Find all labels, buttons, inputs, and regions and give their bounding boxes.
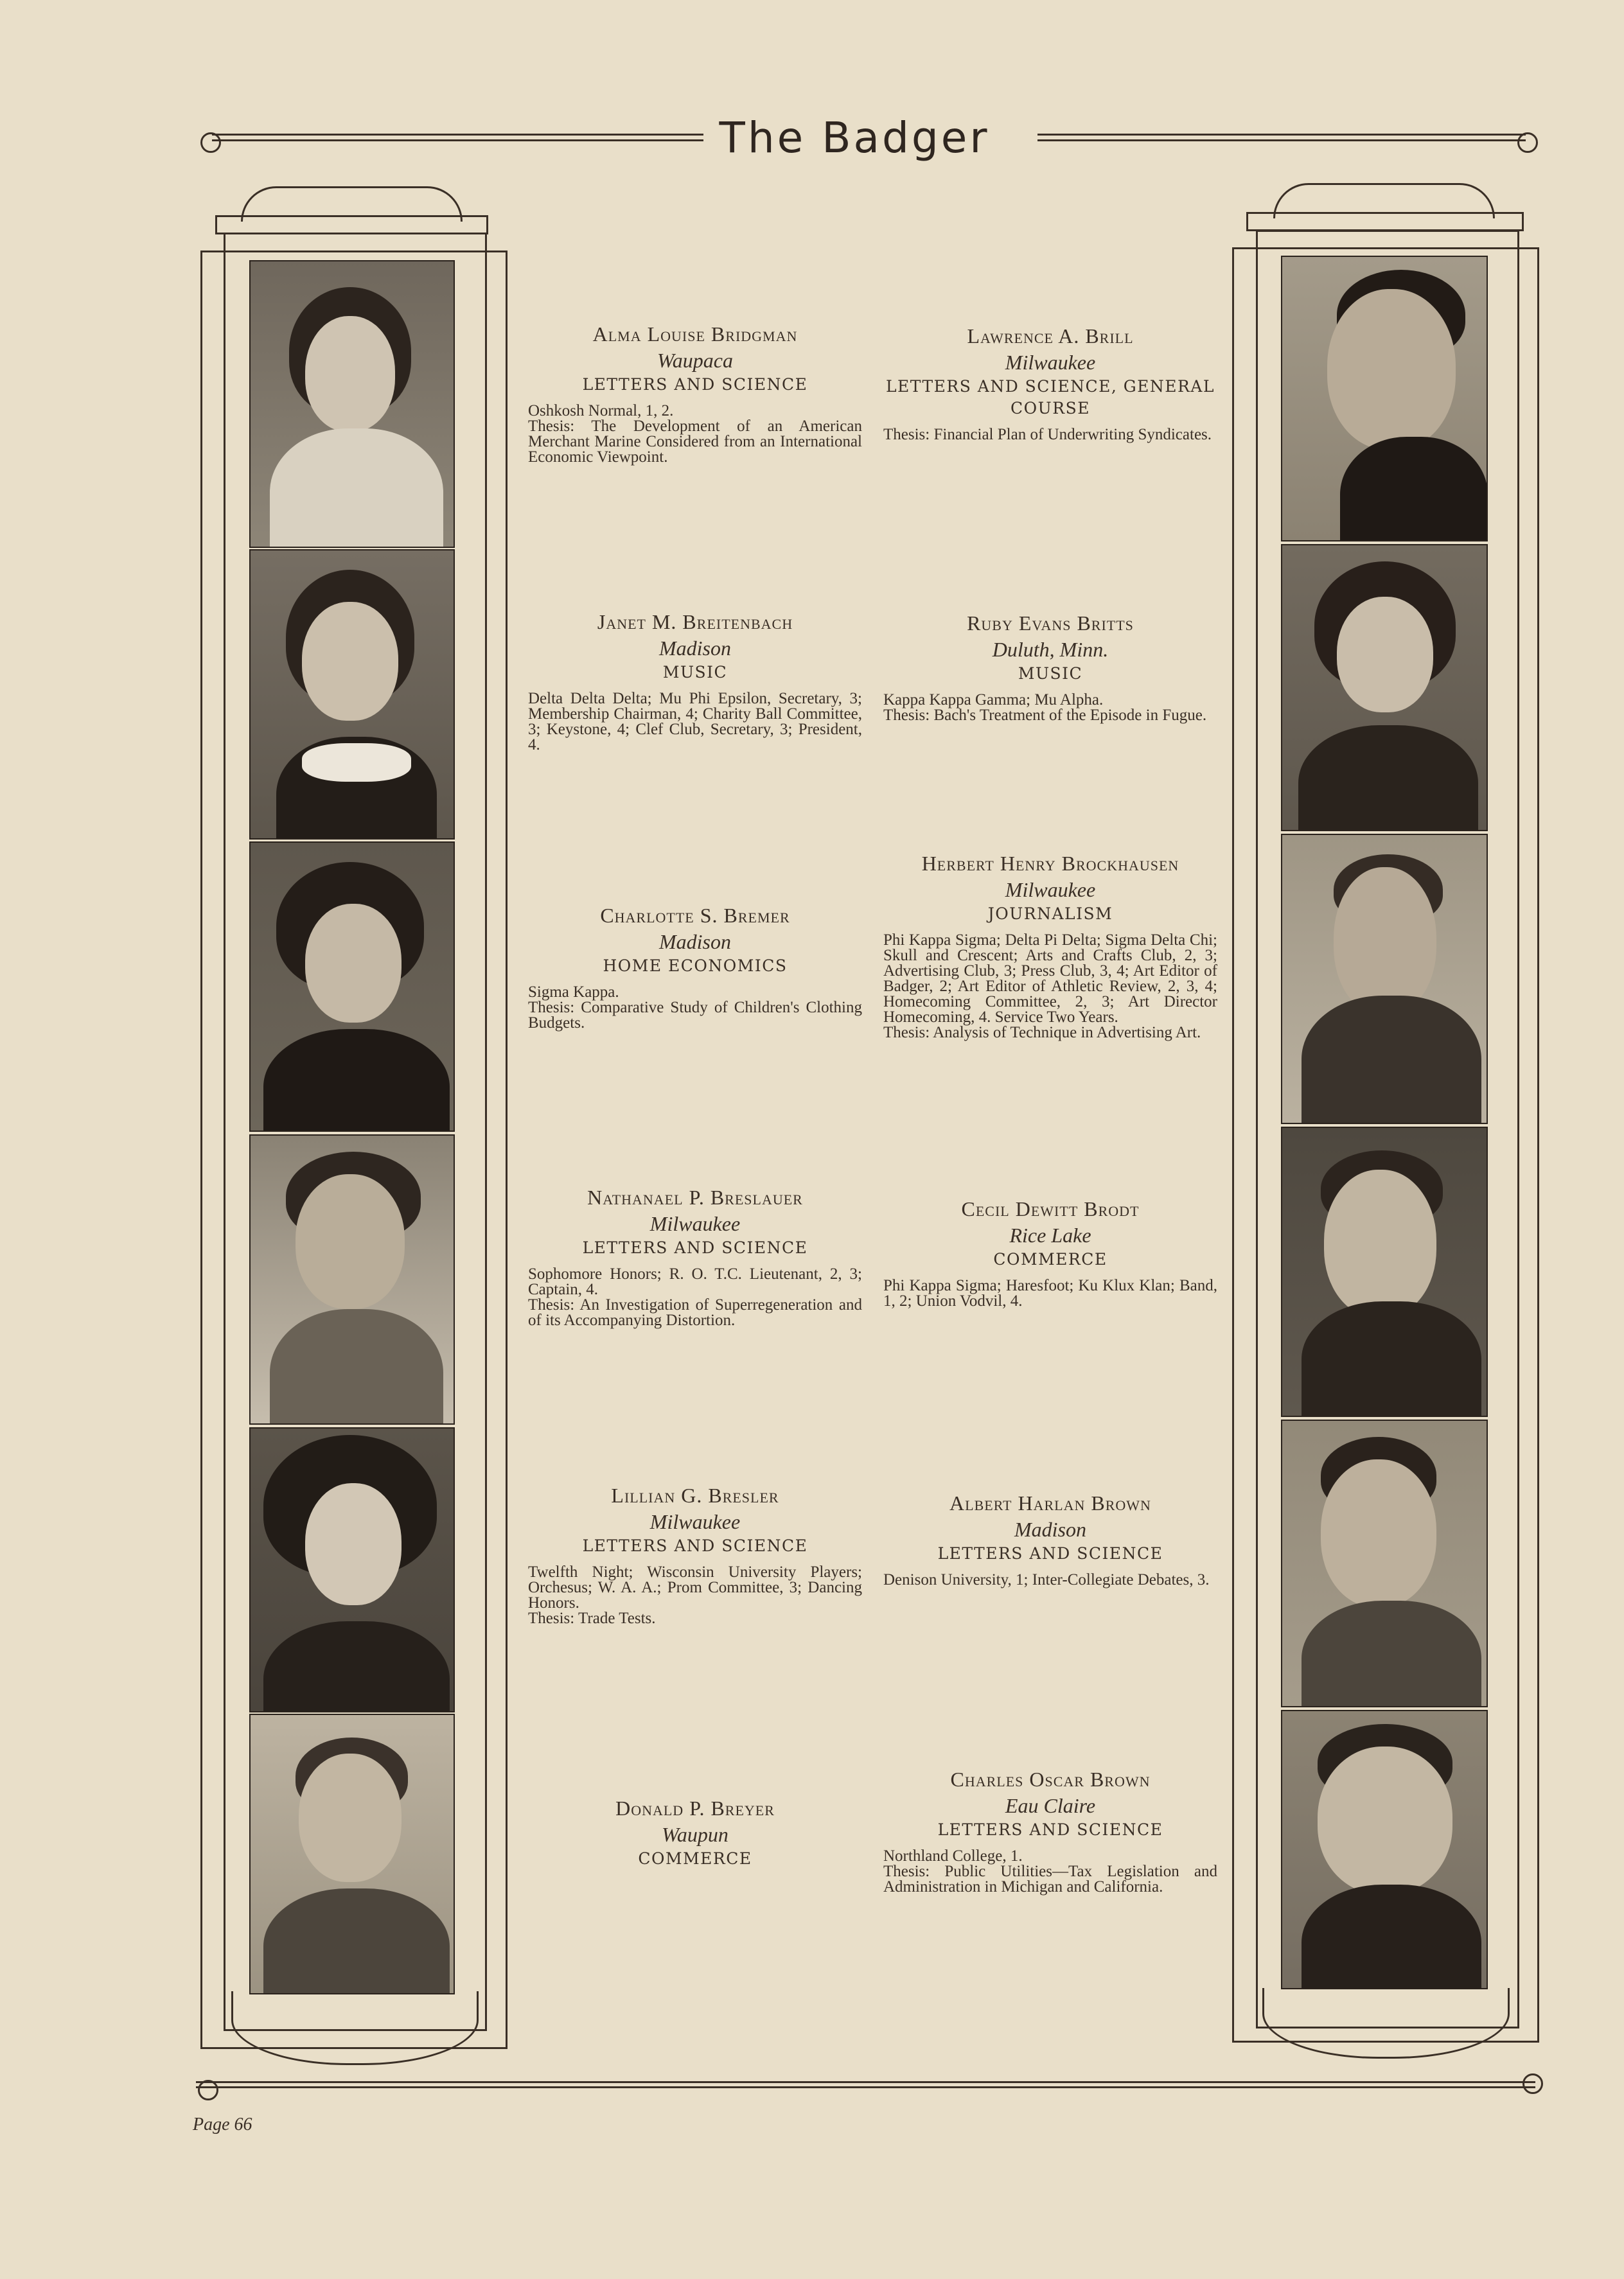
student-details xyxy=(883,1277,1222,1310)
student-name: Donald P. Breyer xyxy=(615,1797,775,1820)
student-name: Lillian G. Bresler xyxy=(611,1484,779,1507)
student-entry xyxy=(528,321,867,466)
student-name: Ruby Evans Britts xyxy=(967,612,1134,635)
detail-line: Thesis: Bach's Treatment of the Episode in Fugue. xyxy=(883,707,1207,724)
right-frame-bottom-arch xyxy=(1262,1988,1510,2059)
detail-line: Denison University, 1; Inter-Collegiate Debates, 3. xyxy=(883,1571,1210,1588)
student-course: COMMERCE xyxy=(638,1849,752,1868)
student-entry xyxy=(528,902,867,1032)
detail-line: Delta Delta Delta; Mu Phi Epsilon, Secretary, 3; Membership Chairman, 4; Charity Ball Committee, 3; Keystone, 4; Clef Club, Secretary, 3; President, 4. xyxy=(528,690,867,753)
student-details xyxy=(883,427,1217,443)
student-details xyxy=(883,1847,1221,1896)
student-course: LETTERS AND SCIENCE xyxy=(582,375,808,394)
student-name: Charlotte S. Bremer xyxy=(600,904,790,927)
portrait-photo xyxy=(249,549,455,840)
student-entry xyxy=(883,1490,1217,1588)
student-hometown: Madison xyxy=(659,637,731,660)
student-entry xyxy=(883,1766,1221,1896)
student-details xyxy=(528,690,867,753)
student-name: Janet M. Breitenbach xyxy=(597,610,793,633)
student-name: Herbert Henry Brockhausen xyxy=(921,852,1179,875)
student-hometown: Waupaca xyxy=(657,349,733,372)
detail-line: Sophomore Honors; R. O. T.C. Lieutenant, 2, 3; Captain, 4. xyxy=(528,1265,867,1298)
student-entry xyxy=(528,609,867,753)
student-course: LETTERS AND SCIENCE xyxy=(937,1544,1163,1563)
detail-line: Sigma Kappa. xyxy=(528,983,619,1001)
detail-line: Kappa Kappa Gamma; Mu Alpha. xyxy=(883,691,1104,708)
detail-line: Northland College, 1. xyxy=(883,1847,1023,1865)
student-course: COMMERCE xyxy=(993,1250,1108,1269)
header-rule-left xyxy=(212,134,703,141)
student-details xyxy=(528,983,867,1032)
portrait-photo xyxy=(249,1714,455,1994)
student-entry xyxy=(883,323,1217,443)
student-hometown: Waupun xyxy=(662,1823,728,1846)
portrait-photo xyxy=(1281,1420,1488,1707)
student-entry xyxy=(528,1795,862,1870)
detail-line: Thesis: Public Utilities—Tax Legislation and Administration in Michigan and California. xyxy=(883,1863,1221,1896)
student-name: Alma Louise Bridgman xyxy=(592,322,798,346)
detail-line: Phi Kappa Sigma; Haresfoot; Ku Klux Klan; Band, 1, 2; Union Vodvil, 4. xyxy=(883,1277,1222,1310)
student-details xyxy=(528,1265,867,1329)
portrait-photo xyxy=(1281,256,1488,541)
detail-line: Twelfth Night; Wisconsin University Players; Orchesus; W. A. A.; Prom Committee, 3; Dancing Honors. xyxy=(528,1563,867,1612)
right-frame-cap xyxy=(1246,212,1524,231)
detail-line: Oshkosh Normal, 1, 2. xyxy=(528,402,674,419)
portrait-photo xyxy=(1281,544,1488,831)
detail-line: Thesis: The Development of an American Merchant Marine Considered from an International Economic Viewpoint. xyxy=(528,418,867,466)
student-hometown: Rice Lake xyxy=(1009,1224,1091,1247)
left-frame-cap xyxy=(215,215,488,234)
student-details xyxy=(528,1563,867,1627)
footer-right-scroll-ornament xyxy=(1522,2073,1543,2094)
student-course: MUSIC xyxy=(662,663,728,682)
student-details xyxy=(528,402,867,466)
student-course: HOME ECONOMICS xyxy=(603,956,788,975)
student-course: MUSIC xyxy=(1018,664,1083,683)
page-header xyxy=(0,109,1624,167)
student-course: LETTERS AND SCIENCE xyxy=(937,1820,1163,1839)
portrait-photo xyxy=(249,1427,455,1712)
right-scroll-ornament xyxy=(1517,132,1538,153)
header-rule-right xyxy=(1037,134,1526,141)
student-details xyxy=(883,1572,1217,1588)
student-hometown: Milwaukee xyxy=(1005,351,1096,374)
student-name: Nathanael P. Breslauer xyxy=(587,1186,803,1209)
portrait-photo xyxy=(1281,1710,1488,1989)
detail-line: Phi Kappa Sigma; Delta Pi Delta; Sigma Delta Chi; Skull and Crescent; Arts and Crafts Club, 2, 3; Advertising Club, 3; Press Club, 3, 4; Art Editor of Badger, 2; Art Editor of Athletic Review, 2, 3, 4; Homecoming Committee, 2, 3; Art Director Homecoming, 4. Service Two Years. xyxy=(883,931,1222,1026)
student-course: JOURNALISM xyxy=(987,904,1113,923)
student-name: Albert Harlan Brown xyxy=(949,1491,1151,1515)
student-hometown: Milwaukee xyxy=(649,1212,741,1235)
student-course: LETTERS AND SCIENCE xyxy=(582,1536,808,1555)
student-hometown: Duluth, Minn. xyxy=(992,638,1109,661)
student-entry xyxy=(883,850,1222,1041)
student-name: Charles Oscar Brown xyxy=(950,1768,1151,1791)
detail-line: Thesis: Financial Plan of Underwriting Syndicates. xyxy=(883,426,1212,443)
portrait-photo xyxy=(249,260,455,548)
portrait-photo xyxy=(1281,834,1488,1124)
student-course: LETTERS AND SCIENCE xyxy=(582,1238,808,1257)
detail-line: Thesis: Analysis of Technique in Advertising Art. xyxy=(883,1024,1201,1041)
student-details xyxy=(883,692,1217,723)
page-title: The Badger xyxy=(719,113,990,163)
detail-line: Thesis: Comparative Study of Children's Clothing Budgets. xyxy=(528,999,867,1032)
page-number: Page 66 xyxy=(193,2115,252,2134)
student-course: LETTERS AND SCIENCE, GENERAL COURSE xyxy=(885,377,1215,418)
portrait-photo xyxy=(1281,1127,1488,1417)
student-hometown: Eau Claire xyxy=(1005,1794,1096,1817)
student-entry xyxy=(528,1184,867,1329)
student-hometown: Madison xyxy=(659,930,731,953)
student-entry xyxy=(883,610,1217,723)
student-hometown: Madison xyxy=(1014,1518,1086,1541)
student-hometown: Milwaukee xyxy=(1005,878,1096,901)
student-name: Lawrence A. Brill xyxy=(967,324,1134,348)
student-details xyxy=(883,931,1222,1041)
student-hometown: Milwaukee xyxy=(649,1510,741,1533)
detail-line: Thesis: An Investigation of Superregeneration and of its Accompanying Distortion. xyxy=(528,1296,867,1329)
portrait-photo xyxy=(249,841,455,1132)
left-frame-bottom-arch xyxy=(231,1991,479,2065)
student-entry xyxy=(883,1196,1222,1310)
portrait-photo xyxy=(249,1134,455,1425)
student-name: Cecil Dewitt Brodt xyxy=(961,1197,1140,1220)
footer-rule xyxy=(196,2081,1535,2088)
detail-line: Thesis: Trade Tests. xyxy=(528,1610,656,1627)
student-entry xyxy=(528,1483,867,1627)
